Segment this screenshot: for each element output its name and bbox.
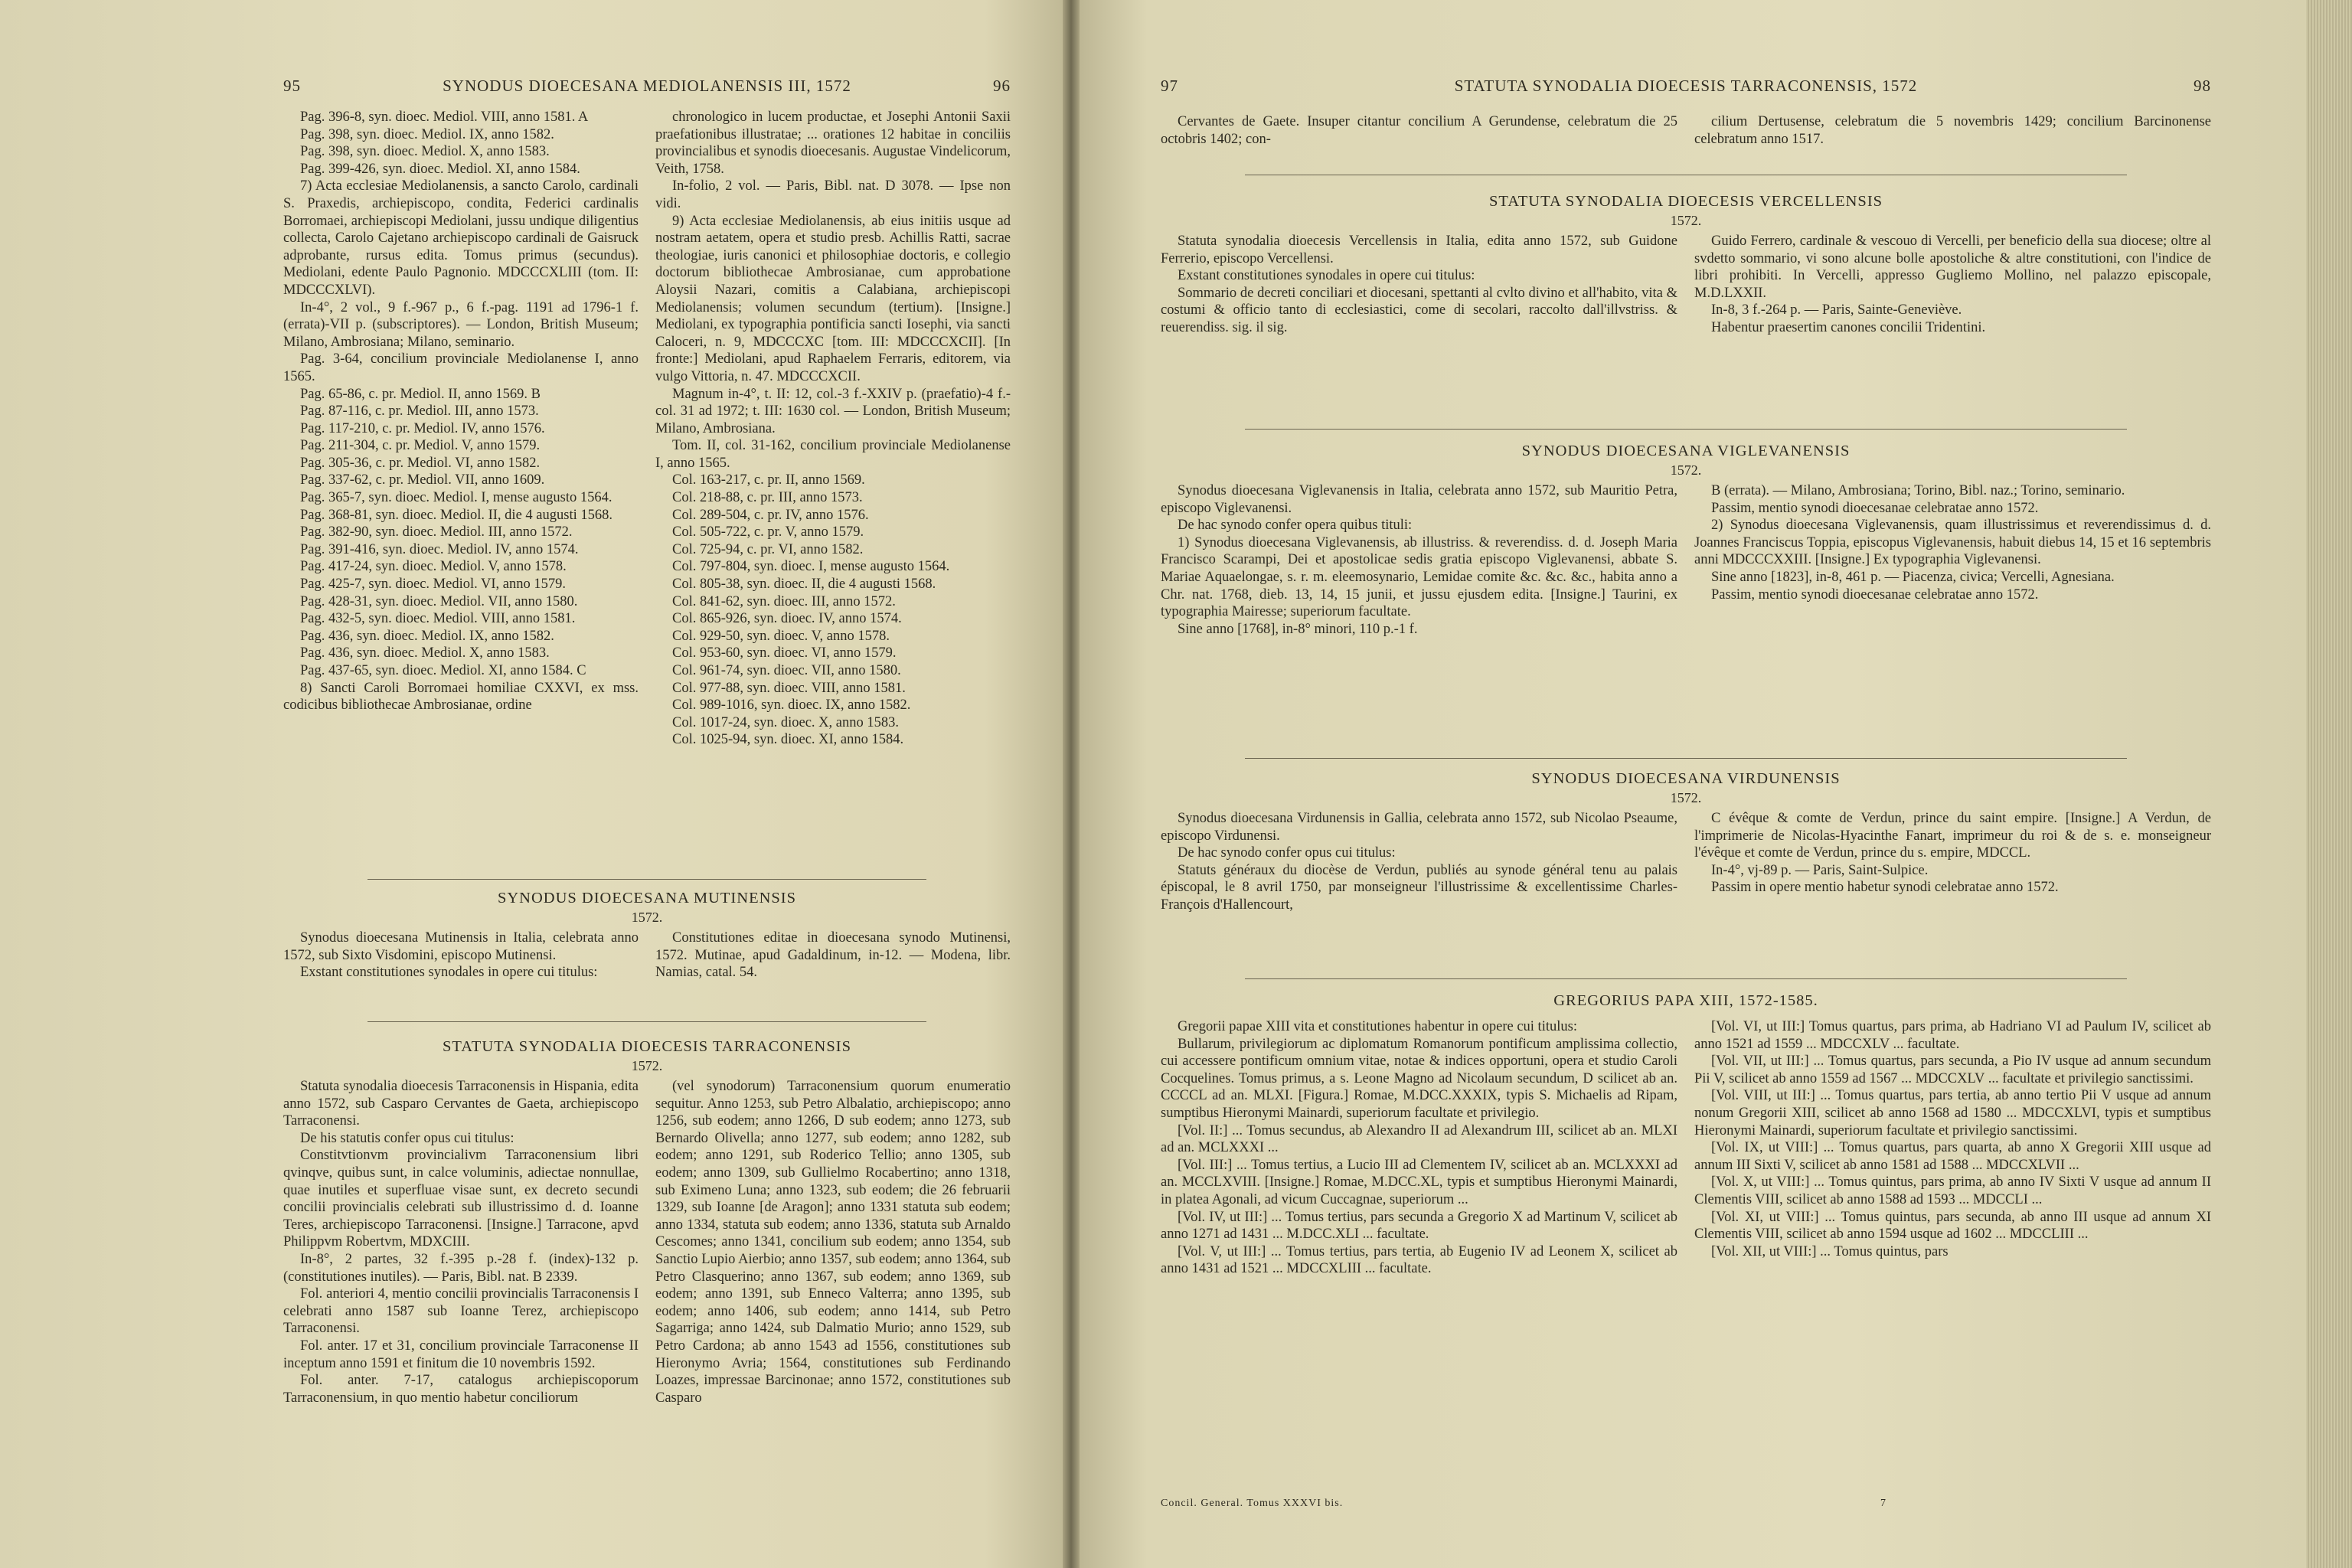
right-running-head <box>1161 77 2211 100</box>
text-column <box>283 929 639 982</box>
text-paragraph: Pag. 365-7, syn. dioec. Mediol. I, mense augusto 1564. <box>300 490 612 506</box>
text-paragraph: [Vol. V, ut III:] ... Tomus tertius, pars tertia, ab Eugenio IV ad Leonem X, scilicet ab anno 1431 ad 1521 ... MDCCXLIII ... facultate. <box>1161 1243 1677 1277</box>
text-column <box>283 109 639 749</box>
text-paragraph: Col. 1025-94, syn. dioec. XI, anno 1584. <box>672 732 904 748</box>
text-paragraph: B (errata). — Milano, Ambrosiana; Torino, Bibl. naz.; Torino, seminario. <box>1711 483 2125 498</box>
text-paragraph: Col. 953-60, syn. dioec. VI, anno 1579. <box>672 645 897 662</box>
text-paragraph: Guido Ferrero, cardinale & vescouo di Vercelli, per beneficio della sua diocese; oltre al svdetto sommario, vi sono alcune bolle apostoliche & altre constitutioni, con l'indice de libri prohibiti. In Vercelli, appresso Gugliemo Mollino, nel palazzo episcopale, M.D.LXXII. <box>1694 234 2211 301</box>
footer-signature: Concil. General. Tomus XXXVI bis. <box>1161 1498 1344 1509</box>
text-paragraph: Pag. 432-5, syn. dioec. Mediol. VIII, anno 1581. <box>300 611 576 627</box>
text-paragraph: In-4°, vj-89 p. — Paris, Saint-Sulpice. <box>1711 862 1929 878</box>
running-title: STATUTA SYNODALIA DIOECESIS TARRACONENSIS, 1572 <box>1454 77 1918 95</box>
section-title: GREGORIUS PAPA XIII, 1572-1585. <box>1553 992 1818 1009</box>
section-title: SYNODUS DIOECESANA VIGLEVANENSIS <box>1521 443 1851 459</box>
text-paragraph: Col. 725-94, c. pr. VI, anno 1582. <box>672 541 864 557</box>
tarraconensis-continuation <box>1161 113 2211 148</box>
text-paragraph: Gregorii papae XIII vita et constitutiones habentur in opere cui titulus: <box>1178 1019 1577 1034</box>
mediolanensis-columns <box>283 109 1011 749</box>
page-number-96: 96 <box>993 77 1011 95</box>
mutinensis-columns <box>283 929 1011 982</box>
text-column <box>655 929 1011 982</box>
text-paragraph: 7) Acta ecclesiae Mediolanensis, a sancto Carolo, cardinali S. Praxedis, archiepiscopo, condita, Federici cardinalis Borromaei, archiepiscopi Mediolani, jussu undique diligentius collecta, Carolo Cajetano archiepiscopo cardinali de Gaisruck adprobante, rursus edita. Tomus primus (secundus). Mediolani, edente Paulo Pagnonio. MDCCCXLIII (tom. II: MDCCCXLVI). <box>283 178 639 298</box>
right-page <box>1070 0 2352 1568</box>
text-paragraph: Exstant constitutiones synodales in opere cui titulus: <box>300 965 598 981</box>
tarraconensis-columns <box>283 1078 1011 1406</box>
footer-sheet-number: 7 <box>1880 1498 1886 1509</box>
text-paragraph: De his statutis confer opus cui titulus: <box>300 1130 514 1146</box>
text-paragraph: [Vol. XI, ut VIII:] ... Tomus quintus, pars secunda, ab anno III usque ad annum XI Clementis VIII, scilicet ab anno 1594 usque ad 1602 ... MDCCLIII ... <box>1694 1209 2211 1243</box>
page-edges <box>2306 0 2352 1568</box>
text-column <box>1161 113 1677 148</box>
text-paragraph: Sine anno [1823], in-8, 461 p. — Piacenza, civica; Vercelli, Agnesiana. <box>1711 569 2115 585</box>
text-paragraph: In-4°, 2 vol., 9 f.-967 p., 6 f.-pag. 1191 ad 1796-1 f. (errata)-VII p. (subscriptores). — London, British Museum; Milano, Ambrosiana; Milano, seminario. <box>283 299 639 350</box>
left-page-content <box>283 0 1011 1568</box>
text-column <box>1161 1018 1677 1278</box>
text-paragraph: Pag. 3-64, concilium provinciale Mediolanense I, anno 1565. <box>283 351 639 384</box>
text-paragraph: Col. 1017-24, syn. dioec. X, anno 1583. <box>672 714 899 730</box>
page-number-98: 98 <box>2194 77 2211 95</box>
section-title: SYNODUS DIOECESANA VIRDUNENSIS <box>1531 770 1841 787</box>
text-column <box>1694 113 2211 148</box>
text-paragraph: (vel synodorum) Tarraconensium quorum enumeratio sequitur. Anno 1253, sub Petro Albalatio, archiepiscopo; anno 1256, sub eodem; anno 1266, D sub eodem; anno 1273, sub Bernardo Olivella; anno 1277, sub eodem; anno 1282, sub eodem; anno 1291, sub Roderico Tellio; anno 1305, sub eodem; anno 1309, sub Gullielmo Rocabertino; anno 1318, sub Eximeno Luna; anno 1323, sub eodem; die 26 februarii 1329, sub Ioanne [de Aragon]; anno 1331 statuta sub eodem; anno 1334, statuta sub eodem; anno 1336, statuta sub Arnaldo Cescomes; anno 1341, concilium sub eodem; anno 1354, sub Sanctio Lupio Aierbio; anno 1357, sub eodem; anno 1364, sub Petro Clasquerino; anno 1367, sub eodem; anno 1369, sub eodem; anno 1391, sub Enneco Valterra; anno 1395, sub eodem; anno 1406, sub eodem; anno 1414, sub Petro Sagarriga; anno 1424, sub Dalmatio Murio; anno 1529, sub Petro Cardona; ab anno 1543 ad 1556, constitutiones sub Hieronymo Avria; 1564, constitutiones sub Ferdinando Loazes, impressae Barcinonae; anno 1572, constitutiones sub Casparo <box>655 1079 1011 1406</box>
text-paragraph: Col. 163-217, c. pr. II, anno 1569. <box>672 472 865 488</box>
text-column <box>1694 1018 2211 1278</box>
text-paragraph: Fol. anteriori 4, mentio concilii provincialis Tarraconensis I celebrati anno 1587 sub Ioanne Terez, archiepiscopo Tarraconensi. <box>283 1286 639 1337</box>
text-paragraph: Pag. 437-65, syn. dioec. Mediol. XI, anno 1584. C <box>300 663 586 678</box>
text-paragraph: Synodus dioecesana Mutinensis in Italia, celebrata anno 1572, sub Sixto Visdomini, episcopo Mutinensi. <box>283 930 639 963</box>
text-paragraph: [Vol. XII, ut VIII:] ... Tomus quintus, pars <box>1711 1243 1949 1259</box>
section-title: SYNODUS DIOECESANA MUTINENSIS <box>497 890 797 906</box>
text-column <box>1694 482 2211 638</box>
section-year: 1572. <box>1670 213 1702 228</box>
text-paragraph: Col. 929-50, syn. dioec. V, anno 1578. <box>672 628 890 644</box>
section-title: STATUTA SYNODALIA DIOECESIS TARRACONENSIS <box>442 1038 851 1055</box>
text-paragraph: Constitutiones editae in dioecesana synodo Mutinensi, 1572. Mutinae, apud Gadaldinum, in-12. — Modena, libr. Namias, catal. 54. <box>655 930 1011 981</box>
text-paragraph: Passim, mentio synodi dioecesanae celebratae anno 1572. <box>1711 586 2039 603</box>
left-page <box>0 0 1070 1568</box>
text-paragraph: Pag. 428-31, syn. dioec. Mediol. VII, anno 1580. <box>300 593 578 609</box>
text-paragraph: Cervantes de Gaete. Insuper citantur concilium A Gerundense, celebratum die 25 octobris 1402; con- <box>1161 114 1677 147</box>
text-column <box>1161 810 1677 914</box>
text-paragraph: Col. 289-504, c. pr. IV, anno 1576. <box>672 507 869 523</box>
text-column <box>1694 233 2211 337</box>
text-paragraph: Fol. anter. 7-17, catalogus archiepiscoporum Tarraconensium, in quo mentio habetur conciliorum <box>283 1373 639 1406</box>
text-paragraph: Col. 805-38, syn. dioec. II, die 4 augusti 1568. <box>672 577 936 593</box>
text-paragraph: [Vol. II:] ... Tomus secundus, ab Alexandro II ad Alexandrum III, scilicet ab an. MLXI ad an. MCLXXXI ... <box>1161 1122 1677 1156</box>
text-paragraph: In-8, 3 f.-264 p. — Paris, Sainte-Geneviève. <box>1711 302 1962 318</box>
text-paragraph: Sine anno [1768], in-8° minori, 110 p.-1 f. <box>1178 621 1418 637</box>
text-paragraph: Passim, mentio synodi dioecesanae celebratae anno 1572. <box>1711 500 2039 516</box>
text-paragraph: Col. 218-88, c. pr. III, anno 1573. <box>672 490 863 506</box>
section-title: STATUTA SYNODALIA DIOECESIS VERCELLENSIS <box>1488 193 1883 210</box>
text-paragraph: Col. 989-1016, syn. dioec. IX, anno 1582. <box>672 697 911 714</box>
text-paragraph: [Vol. III:] ... Tomus tertius, a Lucio III ad Clementem IV, scilicet ab an. MCLXXXI ad an. MCCLXVIII. [Insigne.] Romae, M.DCC.XL, typis et sumptibus Hieronymi Mainardi, in platea Agonali, ad vicum Cuccagnae, superiorum ... <box>1161 1157 1677 1207</box>
book-gutter <box>1063 0 1080 1568</box>
text-column <box>655 109 1011 749</box>
section-divider <box>1245 429 2127 430</box>
text-paragraph: [Vol. VIII, ut III:] ... Tomus quartus, pars tertia, ab anno tertio Pii V usque ad annum nonum Gregorii XIII, scilicet ab anno 1568 ad 1580 ... MDCCXLVI, typis et sumptibus Hieronymi Mainardi, superiorum facultate et privilegio sanctissimi. <box>1694 1088 2211 1138</box>
text-paragraph: Pag. 117-210, c. pr. Mediol. IV, anno 1576. <box>300 420 545 436</box>
text-paragraph: Exstant constitutiones synodales in opere cui titulus: <box>1178 268 1475 284</box>
page-number-97: 97 <box>1161 77 1178 95</box>
text-paragraph: Pag. 65-86, c. pr. Mediol. II, anno 1569. B <box>300 386 541 402</box>
text-paragraph: Magnum in-4°, t. II: 12, col.-3 f.-XXIV p. (praefatio)-4 f.-col. 31 ad 1972; t. III: 1630 col. — London, British Museum; Milano, Ambrosiana. <box>655 386 1011 436</box>
section-year: 1572. <box>1670 462 1702 478</box>
text-paragraph: Pag. 396-8, syn. dioec. Mediol. VIII, anno 1581. A <box>300 109 589 125</box>
text-paragraph: Col. 797-804, syn. dioec. I, mense augusto 1564. <box>672 559 950 575</box>
running-title: SYNODUS DIOECESANA MEDIOLANENSIS III, 1572 <box>443 77 851 95</box>
text-paragraph: [Vol. VI, ut III:] Tomus quartus, pars prima, ab Hadriano VI ad Paulum IV, scilicet ab anno 1521 ad 1559 ... MDCCXLV ... facultate. <box>1694 1019 2211 1052</box>
text-paragraph: [Vol. IX, ut VIII:] ... Tomus quartus, pars quarta, ab anno X Gregorii XIII usque ad annum III Sixti V, scilicet ab anno 1581 ad 1588 ... MDCCXLVII ... <box>1694 1140 2211 1173</box>
text-paragraph: Bullarum, privilegiorum ac diplomatum Romanorum pontificum amplissima collectio, cui accessere pontificum omnium vitae, notae & indices opportuni, opera et studio Caroli Cocquelines. Tomus primus, a s. Leone Magno ad Nicolaum secundum, D scilicet ab an. CCCCL ad an. MLXI. [Figura.] Romae, M.DCC.XXXIX, typis S. Michaelis ad Ripam, sumptibus Hieronymi Mainardi, superiorum facultate et privilegio. <box>1161 1036 1677 1121</box>
text-paragraph: Synodus dioecesana Viglevanensis in Italia, celebrata anno 1572, sub Mauritio Petra, episcopo Viglevanensi. <box>1161 483 1677 516</box>
gregorius-columns <box>1161 1018 2211 1278</box>
text-paragraph: [Vol. VII, ut III:] ... Tomus quartus, pars secunda, a Pio IV usque ad annum secundum Pii V, scilicet ab anno 1559 ad 1567 ... MDCCXLV ... facultate et privilegio sanctissimi. <box>1694 1054 2211 1086</box>
text-paragraph: Statuts généraux du diocèse de Verdun, publiés au synode général tenu au palais épiscopal, le 8 avril 1750, par monseigneur l'illustrissime & excellentissime Charles-François d'Hallencourt, <box>1161 862 1677 913</box>
text-paragraph: Pag. 337-62, c. pr. Mediol. VII, anno 1609. <box>300 472 545 488</box>
text-paragraph: 2) Synodus dioecesana Viglevanensis, quam illustrissimus et reverendissimus d. d. Joannes Franciscus Toppia, episcopus Viglevanensis, habuit diebus 14, 15 et 16 septembris anni MDCCCXXIII. [Insigne.] Ex typographia Viglevanensi. <box>1694 518 2211 568</box>
left-running-head <box>283 77 1011 100</box>
section-divider <box>368 879 926 880</box>
text-paragraph: In-8°, 2 partes, 32 f.-395 p.-28 f. (index)-132 p. (constitutiones inutiles). — Paris, Bibl. nat. B 2339. <box>283 1251 639 1285</box>
text-paragraph: Pag. 417-24, syn. dioec. Mediol. V, anno 1578. <box>300 559 567 575</box>
text-column <box>1161 482 1677 638</box>
section-divider <box>368 1021 926 1022</box>
text-column <box>655 1078 1011 1406</box>
text-paragraph: C évêque & comte de Verdun, prince du saint empire. [Insigne.] A Verdun, de l'imprimerie de Nicolas-Hyacinthe Fanart, imprimeur du roi & de s. e. monseigneur l'évêque et comte de Verdun, prince du s. empire, MDCCL. <box>1694 811 2211 861</box>
text-paragraph: 1) Synodus dioecesana Viglevanensis, ab illustriss. & reverendiss. d. d. Joseph Maria Francisco Scarampi, Dei et apostolicae sedis gratia episcopo Viglevanensi, abbate S. Mariae Aquaelongae, s. r. m. eleemosynario, Lemidae comite &c. &c. &c., habita anno a Chr. nat. 1768, dieb. 13, 14, 15 junii, et jussu ejusdem edita. [Insigne.] Taurini, ex typographia Mairesse; superiorum facultate. <box>1161 534 1677 620</box>
text-paragraph: [Vol. X, ut VIII:] ... Tomus quintus, pars prima, ab anno IV Sixti V usque ad annum II Clementis VIII, scilicet ab anno 1588 ad 1593 ... MDCCLI ... <box>1694 1174 2211 1207</box>
text-paragraph: In-folio, 2 vol. — Paris, Bibl. nat. D 3078. — Ipse non vidi. <box>655 178 1011 211</box>
text-paragraph: cilium Dertusense, celebratum die 5 novembris 1429; concilium Barcinonense celebratum anno 1517. <box>1694 114 2211 147</box>
section-year: 1572. <box>631 910 663 925</box>
text-paragraph: Col. 977-88, syn. dioec. VIII, anno 1581. <box>672 680 906 696</box>
text-paragraph: Pag. 398, syn. dioec. Mediol. X, anno 1583. <box>300 144 550 160</box>
text-paragraph: Constitvtionvm provincialivm Tarraconensium libri qvinqve, quibus sunt, in calce voluminis, adiectae nonnullae, quae inutiles et superfluae visae sunt, ex decreto secundi concilii provincialis celebrati sub illustrissimo d. d. Ioanne Teres, archiepiscopo Tarraconensi. [Insigne.] Tarracone, apvd Philippvm Robertvm, MDXCIII. <box>283 1148 639 1250</box>
section-year: 1572. <box>631 1058 663 1073</box>
text-paragraph: Habentur praesertim canones concilii Tridentini. <box>1711 319 1986 335</box>
text-paragraph: Pag. 436, syn. dioec. Mediol. X, anno 1583. <box>300 645 550 662</box>
text-paragraph: Pag. 382-90, syn. dioec. Mediol. III, anno 1572. <box>300 524 573 541</box>
text-paragraph: Col. 865-926, syn. dioec. IV, anno 1574. <box>672 611 902 627</box>
text-paragraph: Statuta synodalia dioecesis Vercellensis in Italia, edita anno 1572, sub Guidone Ferrerio, episcopo Vercellensi. <box>1161 234 1677 266</box>
text-paragraph: Pag. 425-7, syn. dioec. Mediol. VI, anno 1579. <box>300 577 567 593</box>
text-paragraph: Col. 961-74, syn. dioec. VII, anno 1580. <box>672 663 901 678</box>
section-divider <box>1245 978 2127 979</box>
text-paragraph: Statuta synodalia dioecesis Tarraconensis in Hispania, edita anno 1572, sub Casparo Cervantes de Gaeta, archiepiscopo Tarraconensi. <box>283 1079 639 1129</box>
text-paragraph: [Vol. IV, ut III:] ... Tomus tertius, pars secunda a Gregorio X ad Martinum V, scilicet ab anno 1271 ad 1431 ... M.DCC.XLI ... facultate. <box>1161 1209 1677 1243</box>
text-column <box>1694 810 2211 914</box>
text-paragraph: Pag. 398, syn. dioec. Mediol. IX, anno 1582. <box>300 126 554 142</box>
text-paragraph: Pag. 368-81, syn. dioec. Mediol. II, die 4 augusti 1568. <box>300 507 612 523</box>
text-paragraph: Sommario de decreti conciliari et diocesani, spettanti al cvlto divino et all'habito, vita & costumi & officio tanto di ecclesiastici, come di secolari, raccolto dall'illvstriss. & reuerendiss. sig. il sig. <box>1161 285 1677 335</box>
text-paragraph: De hac synodo confer opus cui titulus: <box>1178 845 1396 861</box>
text-paragraph: Synodus dioecesana Virdunensis in Gallia, celebrata anno 1572, sub Nicolao Pseaume, episcopo Virdunensi. <box>1161 811 1677 844</box>
virdunensis-columns <box>1161 810 2211 914</box>
text-paragraph: Passim in opere mentio habetur synodi celebratae anno 1572. <box>1711 880 2059 896</box>
viglevanensis-columns <box>1161 482 2211 638</box>
right-page-content <box>1161 0 2211 1568</box>
text-paragraph: chronologico in lucem productae, et Josephi Antonii Saxii praefationibus illustratae; ... orationes 12 habitae in conciliis provincialibus et synodis dioecesanis. Augustae Vindelicorum, Veith, 1758. <box>655 109 1011 177</box>
text-paragraph: De hac synodo confer opera quibus tituli: <box>1178 518 1413 534</box>
text-column <box>1161 233 1677 337</box>
text-paragraph: Pag. 211-304, c. pr. Mediol. V, anno 1579. <box>300 438 541 454</box>
text-paragraph: Col. 841-62, syn. dioec. III, anno 1572. <box>672 593 896 609</box>
page-number-95: 95 <box>283 77 301 95</box>
text-paragraph: 8) Sancti Caroli Borromaei homiliae CXXVI, ex mss. codicibus bibliothecae Ambrosianae, ordine <box>283 680 639 714</box>
section-divider <box>1245 758 2127 759</box>
text-paragraph: Pag. 305-36, c. pr. Mediol. VI, anno 1582. <box>300 455 541 471</box>
text-paragraph: Tom. II, col. 31-162, concilium provinciale Mediolanense I, anno 1565. <box>655 438 1011 471</box>
text-paragraph: Pag. 436, syn. dioec. Mediol. IX, anno 1582. <box>300 628 554 644</box>
text-paragraph: Fol. anter. 17 et 31, concilium provinciale Tarraconense II inceptum anno 1591 et finitum die 10 novembris 1592. <box>283 1338 639 1371</box>
text-paragraph: Col. 505-722, c. pr. V, anno 1579. <box>672 524 864 541</box>
text-paragraph: Pag. 399-426, syn. dioec. Mediol. XI, anno 1584. <box>300 161 580 177</box>
text-paragraph: Pag. 391-416, syn. dioec. Mediol. IV, anno 1574. <box>300 541 579 557</box>
vercellensis-columns <box>1161 233 2211 337</box>
text-column <box>283 1078 639 1406</box>
text-paragraph: 9) Acta ecclesiae Mediolanensis, ab eius initiis usque ad nostram aetatem, opera et studio presb. Achillis Ratti, sacrae theologiae, iuris canonici et philosophiae doctoris, e collegio doctorum bibliothecae Ambrosianae, cum approbatione Aloysii Nazari, comitis a Calabiana, archiepiscopi Mediolanensis; volumen secundum (tertium). [Insigne.] Mediolani, ex typographia pontificia sancti Iosephi, via sancti Caloceri, n. 9, MDCCCXC [tom. III: MDCCCXCII]. [In fronte:] Mediolani, apud Raphaelem Ferraris, editorem, via vulgo Vittoria, n. 47. MDCCCXCII. <box>655 213 1011 384</box>
text-paragraph: Pag. 87-116, c. pr. Mediol. III, anno 1573. <box>300 403 539 420</box>
section-year: 1572. <box>1670 790 1702 805</box>
